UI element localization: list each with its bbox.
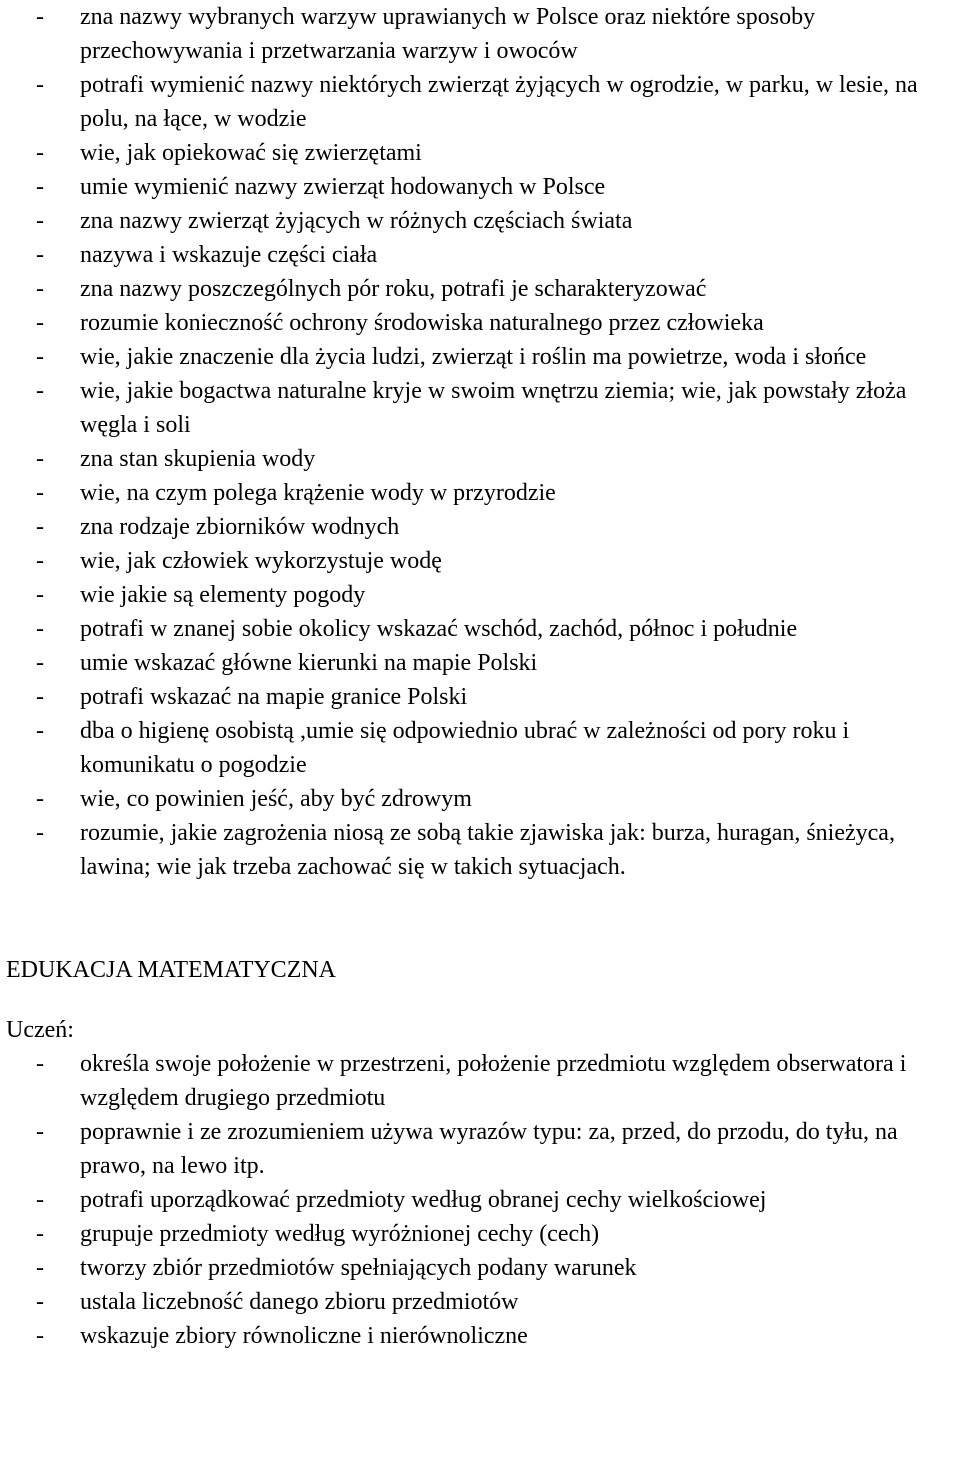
list-item [6,1115,960,1183]
list-item [6,1183,960,1217]
list-item-text: nazywa i wskazuje części ciała [80,242,378,268]
list-item [6,204,960,238]
list-dash: - [36,1051,44,1077]
list-item-text: zna stan skupienia wody [80,446,316,472]
list-item [6,170,960,204]
list-item-text: zna nazwy zwierząt żyjących w różnych częściach świata [80,208,633,234]
list-item [6,68,960,136]
list-dash: - [36,140,44,166]
list-item [6,374,960,442]
list-item-text: potrafi wskazać na mapie granice Polski [80,684,468,710]
list-item [6,272,960,306]
list-dash: - [36,242,44,268]
math-skills-list [6,1047,960,1353]
list-item-text: określa swoje położenie w przestrzeni, położenie przedmiotu względem obserwatora i względem drugiego przedmiotu [80,1051,907,1111]
list-item [6,1319,960,1353]
list-item [6,238,960,272]
list-dash: - [36,582,44,608]
list-item-text: dba o higienę osobistą ,umie się odpowiednio ubrać w zależności od pory roku i komunikatu o pogodzie [80,718,850,778]
list-dash: - [36,650,44,676]
list-dash: - [36,480,44,506]
list-item-text: umie wymienić nazwy zwierząt hodowanych w Polsce [80,174,606,200]
list-item [6,0,960,68]
list-dash: - [36,514,44,540]
list-item-text: grupuje przedmioty według wyróżnionej cechy (cech) [80,1221,600,1247]
list-item-text: poprawnie i ze zrozumieniem używa wyrazów typu: za, przed, do przodu, do tyłu, na prawo, na lewo itp. [80,1119,898,1179]
list-item [6,1047,960,1115]
list-dash: - [36,344,44,370]
nature-skills-list [6,0,960,884]
list-item [6,476,960,510]
list-dash: - [36,1221,44,1247]
list-item-text: zna rodzaje zbiorników wodnych [80,514,400,540]
list-item [6,1217,960,1251]
list-dash: - [36,548,44,574]
list-dash: - [36,276,44,302]
list-dash: - [36,1323,44,1349]
list-item [6,136,960,170]
list-item [6,544,960,578]
list-item [6,612,960,646]
section-title: EDUKACJA MATEMATYCZNA [6,957,337,983]
list-item-text: wie, jakie bogactwa naturalne kryje w swoim wnętrzu ziemia; wie, jak powstały złoża węgla i soli [80,378,907,438]
list-item-text: wie, na czym polega krążenie wody w przyrodzie [80,480,556,506]
list-dash: - [36,1255,44,1281]
list-item-text: rozumie, jakie zagrożenia niosą ze sobą takie zjawiska jak: burza, huragan, śnieżyca, lawina; wie jak trzeba zachować się w takich sytuacjach. [80,820,895,880]
list-item [6,1251,960,1285]
list-dash: - [36,684,44,710]
list-item-text: umie wskazać główne kierunki na mapie Polski [80,650,538,676]
list-item [6,510,960,544]
list-dash: - [36,208,44,234]
list-dash: - [36,446,44,472]
list-dash: - [36,616,44,642]
list-dash: - [36,174,44,200]
list-dash: - [36,1119,44,1145]
list-item-text: wie, jak opiekować się zwierzętami [80,140,422,166]
list-item-text: wie, jak człowiek wykorzystuje wodę [80,548,442,574]
list-item [6,306,960,340]
list-item-text: potrafi wymienić nazwy niektórych zwierząt żyjących w ogrodzie, w parku, w lesie, na polu, na łące, w wodzie [80,72,918,132]
list-dash: - [36,1187,44,1213]
list-item-text: wie jakie są elementy pogody [80,582,366,608]
list-item [6,1285,960,1319]
student-label: Uczeń: [6,1017,74,1043]
list-item [6,680,960,714]
list-item-text: ustala liczebność danego zbioru przedmiotów [80,1289,519,1315]
list-item [6,714,960,782]
list-dash: - [36,718,44,744]
list-item-text: wskazuje zbiory równoliczne i nierównoliczne [80,1323,528,1349]
list-item-text: tworzy zbiór przedmiotów spełniających podany warunek [80,1255,637,1281]
list-dash: - [36,1289,44,1315]
list-item-text: zna nazwy wybranych warzyw uprawianych w Polsce oraz niektóre sposoby przechowywania i przetwarzania warzyw i owoców [80,4,816,64]
list-item [6,340,960,374]
list-item-text: potrafi uporządkować przedmioty według obranej cechy wielkościowej [80,1187,767,1213]
list-item-text: zna nazwy poszczególnych pór roku, potrafi je scharakteryzować [80,276,707,302]
list-dash: - [36,310,44,336]
list-item-text: wie, co powinien jeść, aby być zdrowym [80,786,472,812]
list-item [6,782,960,816]
list-dash: - [36,786,44,812]
list-item [6,442,960,476]
list-item-text: rozumie konieczność ochrony środowiska naturalnego przez człowieka [80,310,764,336]
list-item [6,816,960,884]
list-item-text: potrafi w znanej sobie okolicy wskazać wschód, zachód, północ i południe [80,616,798,642]
list-dash: - [36,72,44,98]
list-item-text: wie, jakie znaczenie dla życia ludzi, zwierząt i roślin ma powietrze, woda i słońce [80,344,867,370]
list-dash: - [36,820,44,846]
list-item [6,646,960,680]
list-item [6,578,960,612]
list-dash: - [36,378,44,404]
list-dash: - [36,4,44,30]
